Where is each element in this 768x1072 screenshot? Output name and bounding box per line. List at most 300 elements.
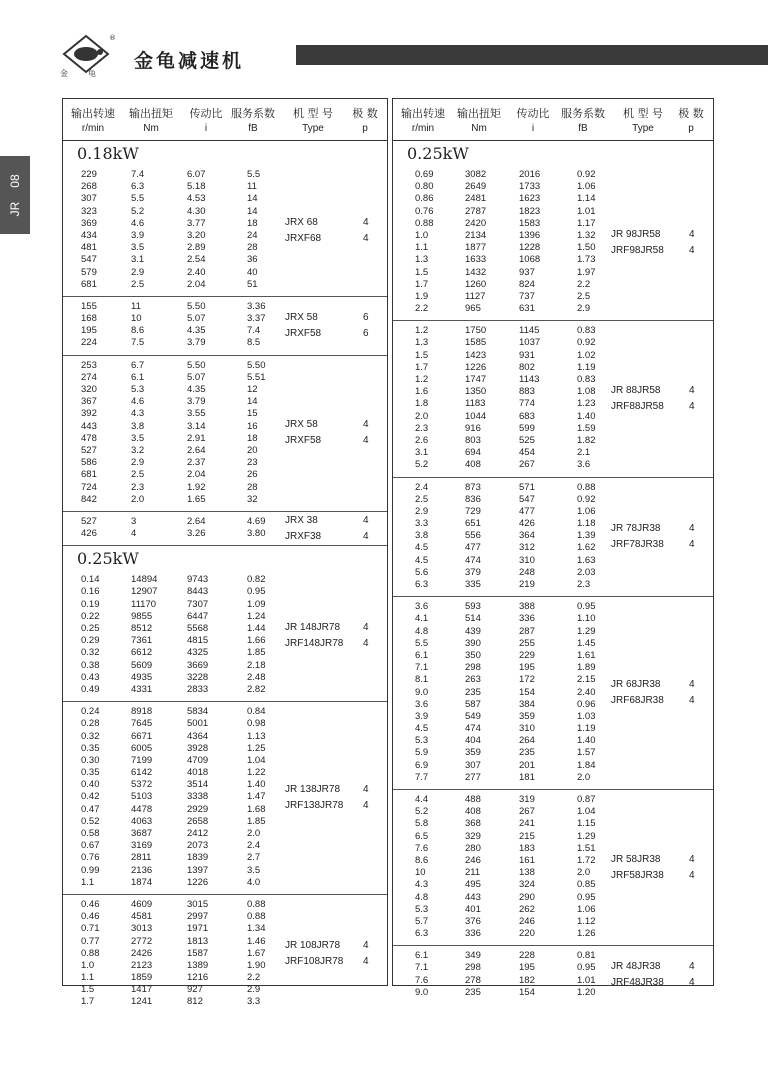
torque-cell: 390 (465, 637, 481, 649)
column-header-en: p (362, 123, 368, 134)
ratio-cell: 319 (519, 794, 535, 805)
ratio-cell: 4.30 (187, 205, 206, 217)
power-section-title: 0.18kW (77, 144, 139, 163)
ratio-cell: 5.07 (187, 371, 206, 383)
speed-cell: 195 (81, 325, 97, 337)
pole-label: 4 (689, 400, 695, 412)
service-factor-cell: 1.44 (247, 623, 266, 634)
ratio-cell: 195 (519, 962, 535, 974)
service-factor-cell: 0.92 (577, 493, 596, 505)
speed-cell: 2.0 (415, 410, 429, 422)
service-factor-cell: 2.9 (247, 984, 261, 996)
table-row (393, 398, 713, 410)
ratio-cell: 5834 (187, 706, 209, 718)
torque-cell: 408 (465, 806, 481, 818)
table-row (63, 494, 387, 506)
speed-cell: 1.7 (415, 361, 429, 373)
table-row (393, 411, 713, 423)
ratio-cell: 5.50 (187, 359, 206, 371)
table-row (63, 852, 387, 864)
model-type-label: JRF48JR38 (611, 977, 664, 989)
ratio-cell: 5568 (187, 623, 209, 634)
service-factor-cell: 1.08 (577, 386, 596, 398)
table-row (63, 457, 387, 469)
service-factor-cell: 1.01 (577, 205, 596, 217)
table-row (393, 601, 713, 613)
table-row (393, 423, 713, 435)
table-row (63, 218, 387, 230)
torque-cell: 2.5 (131, 278, 145, 290)
speed-cell: 0.80 (415, 181, 434, 193)
speed-cell: 6.5 (415, 830, 429, 842)
svg-text:龟: 龟 (88, 69, 96, 78)
model-type-label: JR 108JR78 (285, 940, 341, 952)
table-row (393, 962, 713, 974)
ratio-cell: 388 (519, 601, 535, 613)
torque-cell: 6.7 (131, 359, 145, 371)
service-factor-cell: 1.23 (577, 398, 596, 410)
speed-cell: 4.4 (415, 794, 429, 805)
pole-label: 4 (363, 514, 369, 526)
ratio-cell: 1216 (187, 972, 209, 984)
speed-cell: 7.6 (415, 974, 429, 986)
torque-cell: 3013 (131, 923, 153, 935)
ratio-cell: 5001 (187, 718, 209, 730)
table-row (63, 972, 387, 984)
torque-cell: 2649 (465, 181, 487, 193)
speed-cell: 724 (81, 481, 97, 493)
table-row (63, 279, 387, 291)
pole-count (689, 521, 695, 553)
speed-cell: 7.7 (415, 771, 429, 783)
table-row (393, 711, 713, 723)
speed-cell: 5.2 (415, 459, 429, 471)
torque-cell: 350 (465, 649, 481, 661)
column-header-zh: 输出扭矩 (457, 107, 501, 120)
ratio-cell: 220 (519, 928, 535, 940)
model-type-label: JRXF38 (285, 530, 322, 542)
service-factor-cell: 1.63 (577, 554, 596, 566)
service-factor-cell: 3.5 (247, 864, 261, 876)
torque-cell: 488 (465, 794, 481, 805)
service-factor-cell: 2.40 (577, 686, 596, 698)
speed-cell: 2.6 (415, 434, 429, 446)
speed-cell: 253 (81, 359, 97, 371)
service-factor-cell: 0.87 (577, 794, 596, 805)
ratio-cell: 262 (519, 903, 535, 915)
column-headers (393, 99, 713, 141)
speed-cell: 2.2 (415, 303, 429, 315)
torque-cell: 1859 (131, 972, 153, 984)
torque-cell: 5.3 (131, 384, 145, 395)
table-row (63, 408, 387, 420)
model-group (393, 597, 713, 790)
model-group (393, 321, 713, 477)
service-factor-cell: 1.06 (577, 181, 596, 193)
speed-cell: 426 (81, 528, 97, 540)
table-row (63, 372, 387, 384)
model-type (611, 521, 664, 553)
speed-cell: 0.24 (81, 706, 100, 718)
service-factor-cell: 1.26 (577, 928, 596, 940)
table-row (63, 586, 387, 598)
service-factor-cell: 1.29 (577, 830, 596, 842)
column-header-zh: 输出转速 (71, 107, 115, 120)
speed-cell: 367 (81, 396, 97, 408)
torque-cell: 376 (465, 915, 481, 927)
pole-label: 4 (363, 419, 369, 431)
model-type (611, 677, 664, 709)
ratio-cell: 264 (519, 735, 535, 747)
column-header-zh: 极 数 (352, 107, 378, 120)
service-factor-cell: 1.04 (247, 754, 266, 766)
speed-cell: 392 (81, 408, 97, 420)
speed-cell: 0.25 (81, 623, 100, 634)
column-header-zh: 传动比 (516, 107, 550, 120)
ratio-cell: 3514 (187, 779, 209, 791)
ratio-cell: 3.26 (187, 528, 206, 540)
torque-cell: 474 (465, 554, 481, 566)
model-type-label: JR 148JR78 (285, 621, 341, 633)
torque-cell: 278 (465, 974, 481, 986)
speed-cell: 681 (81, 469, 97, 481)
service-factor-cell: 2.5 (577, 290, 591, 302)
service-factor-cell: 40 (247, 266, 258, 278)
table-row (63, 206, 387, 218)
table-row (393, 303, 713, 315)
service-factor-cell: 1.01 (577, 974, 596, 986)
service-factor-cell: 0.82 (247, 574, 266, 586)
model-type-label: JRF138JR78 (285, 800, 344, 812)
model-type (285, 782, 343, 814)
table-row (63, 718, 387, 730)
ratio-cell: 1971 (187, 923, 209, 935)
torque-cell: 2787 (465, 205, 487, 217)
speed-cell: 7.1 (415, 962, 429, 974)
ratio-cell: 2929 (187, 803, 209, 815)
table-row (393, 662, 713, 674)
model-type (285, 938, 343, 970)
speed-cell: 1.2 (415, 374, 429, 385)
table-row (63, 254, 387, 266)
ratio-cell: 2.37 (187, 457, 206, 469)
torque-cell: 298 (465, 662, 481, 674)
service-factor-cell: 1.18 (577, 518, 596, 530)
model-type (611, 852, 664, 884)
pole-label: 4 (363, 216, 369, 228)
table-row (393, 567, 713, 579)
column-header-en: i (204, 123, 208, 134)
speed-cell: 478 (81, 432, 97, 444)
table-row (393, 218, 713, 230)
speed-cell: 0.35 (81, 767, 100, 779)
speed-cell: 0.49 (81, 683, 100, 695)
torque-cell: 587 (465, 698, 481, 710)
ratio-cell: 525 (519, 434, 535, 446)
ratio-cell: 1228 (519, 242, 541, 254)
model-type-label: JRXF68 (285, 232, 322, 244)
torque-cell: 4609 (131, 898, 153, 910)
service-factor-cell: 1.13 (247, 730, 266, 742)
torque-cell: 6671 (131, 730, 153, 742)
table-row (393, 193, 713, 205)
speed-cell: 0.71 (81, 923, 100, 935)
table-row (393, 279, 713, 291)
service-factor-cell: 1.67 (247, 947, 266, 959)
ratio-cell: 883 (519, 386, 535, 398)
torque-cell: 1423 (465, 349, 487, 361)
table-row (393, 831, 713, 843)
torque-cell: 12907 (131, 586, 158, 598)
ratio-cell: 4.35 (187, 325, 206, 337)
table-row (393, 650, 713, 662)
table-row (63, 181, 387, 193)
table-row (63, 421, 387, 433)
ratio-cell: 359 (519, 710, 535, 722)
service-factor-cell: 1.97 (577, 266, 596, 278)
torque-cell: 439 (465, 625, 481, 637)
ratio-cell: 1389 (187, 959, 209, 971)
model-group (63, 895, 387, 1014)
speed-cell: 1.7 (415, 278, 429, 290)
table-row (393, 169, 713, 181)
ratio-cell: 2.91 (187, 432, 206, 444)
speed-cell: 369 (81, 217, 97, 229)
table-row (63, 445, 387, 457)
service-factor-cell: 1.19 (577, 723, 596, 735)
torque-cell: 280 (465, 842, 481, 854)
torque-cell: 2420 (465, 217, 487, 229)
service-factor-cell: 2.2 (577, 278, 591, 290)
torque-cell: 5.2 (131, 205, 145, 217)
table-row (393, 482, 713, 494)
ratio-cell: 3228 (187, 671, 209, 683)
table-row (393, 579, 713, 591)
speed-cell: 0.43 (81, 671, 100, 683)
torque-cell: 2136 (131, 864, 153, 876)
torque-cell: 401 (465, 903, 481, 915)
service-factor-cell: 1.40 (577, 410, 596, 422)
torque-cell: 5103 (131, 791, 153, 803)
service-factor-cell: 1.59 (577, 422, 596, 434)
service-factor-cell: 0.98 (247, 718, 266, 730)
pole-count (363, 620, 369, 652)
ratio-cell: 310 (519, 723, 535, 735)
pole-label: 4 (363, 621, 369, 633)
torque-cell: 1750 (465, 325, 487, 337)
table-row (63, 193, 387, 205)
service-factor-cell: 3.36 (247, 300, 266, 312)
speed-cell: 4.8 (415, 891, 429, 903)
ratio-cell: 802 (519, 361, 535, 373)
service-factor-cell: 3.3 (247, 996, 261, 1008)
ratio-cell: 4018 (187, 767, 209, 779)
service-factor-cell: 5.51 (247, 371, 266, 383)
ratio-cell: 1068 (519, 254, 541, 266)
model-group (393, 165, 713, 321)
ratio-cell: 154 (519, 686, 535, 698)
speed-cell: 1.1 (81, 972, 95, 984)
torque-cell: 3082 (465, 169, 487, 180)
service-factor-cell: 0.95 (577, 891, 596, 903)
service-factor-cell: 0.95 (247, 586, 266, 598)
table-row (63, 816, 387, 828)
ratio-cell: 267 (519, 806, 535, 818)
torque-cell: 2123 (131, 959, 153, 971)
table-row (393, 735, 713, 747)
speed-cell: 1.9 (415, 290, 429, 302)
table-row (393, 530, 713, 542)
torque-cell: 4.6 (131, 396, 145, 408)
table-row (63, 684, 387, 696)
speed-cell: 3.6 (415, 601, 429, 613)
speed-cell: 5.2 (415, 806, 429, 818)
ratio-cell: 2.89 (187, 242, 206, 254)
torque-cell: 1044 (465, 410, 487, 422)
torque-cell: 2.5 (131, 469, 145, 481)
ratio-cell: 1583 (519, 217, 541, 229)
ratio-cell: 287 (519, 625, 535, 637)
speed-cell: 434 (81, 229, 97, 241)
torque-cell: 1241 (131, 996, 153, 1008)
pole-count (363, 938, 369, 970)
column-header-en: Nm (471, 123, 487, 134)
service-factor-cell: 51 (247, 278, 258, 290)
speed-cell: 0.76 (81, 852, 100, 864)
speed-cell: 443 (81, 420, 97, 432)
speed-cell: 0.88 (415, 217, 434, 229)
torque-cell: 965 (465, 303, 481, 315)
table-row (63, 516, 387, 528)
ratio-cell: 3.55 (187, 408, 206, 420)
torque-cell: 477 (465, 542, 481, 554)
speed-cell: 6.9 (415, 759, 429, 771)
torque-cell: 1874 (131, 876, 153, 888)
ratio-cell: 195 (519, 662, 535, 674)
speed-cell: 0.35 (81, 742, 100, 754)
torque-cell: 3.9 (131, 229, 145, 241)
speed-cell: 7.1 (415, 662, 429, 674)
torque-cell: 329 (465, 830, 481, 842)
service-factor-cell: 0.81 (577, 950, 596, 962)
service-factor-cell: 0.84 (247, 706, 266, 718)
speed-cell: 4.1 (415, 613, 429, 625)
ratio-cell: 2.64 (187, 444, 206, 456)
table-row (393, 699, 713, 711)
header-bar (296, 45, 768, 65)
ratio-cell: 241 (519, 818, 535, 830)
torque-cell: 3.1 (131, 254, 145, 266)
service-factor-cell: 2.03 (577, 566, 596, 578)
table-row (63, 828, 387, 840)
pole-label: 4 (363, 637, 369, 649)
torque-cell: 3.5 (131, 432, 145, 444)
service-factor-cell: 2.15 (577, 674, 596, 686)
service-factor-cell: 2.0 (247, 828, 261, 839)
table-row (393, 494, 713, 506)
torque-cell: 2772 (131, 935, 153, 947)
ratio-cell: 737 (519, 290, 535, 302)
ratio-cell: 3338 (187, 791, 209, 803)
table-row (63, 899, 387, 911)
pole-label: 4 (363, 940, 369, 952)
ratio-cell: 3015 (187, 898, 209, 910)
speed-cell: 0.29 (81, 635, 100, 647)
pole-count (363, 782, 369, 814)
service-factor-cell: 1.22 (247, 767, 266, 779)
model-type (285, 620, 343, 652)
speed-cell: 1.1 (81, 876, 95, 888)
torque-cell: 235 (465, 986, 481, 998)
service-factor-cell: 2.1 (577, 447, 591, 459)
torque-cell: 3.5 (131, 242, 145, 254)
pole-count (363, 417, 369, 449)
speed-cell: 1.3 (415, 337, 429, 349)
service-factor-cell: 18 (247, 217, 258, 229)
torque-cell: 7645 (131, 718, 153, 730)
ratio-cell: 7307 (187, 598, 209, 610)
right-panel (392, 98, 714, 998)
service-factor-cell: 0.95 (577, 962, 596, 974)
table-row (393, 206, 713, 218)
table-row (393, 242, 713, 254)
service-factor-cell: 0.88 (247, 898, 266, 910)
service-factor-cell: 1.66 (247, 635, 266, 647)
column-header-zh: 极 数 (678, 107, 704, 120)
torque-cell: 11 (131, 300, 141, 312)
torque-cell: 1877 (465, 242, 487, 254)
service-factor-cell: 28 (247, 481, 258, 493)
service-factor-cell: 1.06 (577, 903, 596, 915)
pole-label: 4 (689, 695, 695, 707)
ratio-cell: 255 (519, 637, 535, 649)
pole-label: 4 (689, 679, 695, 691)
torque-cell: 836 (465, 493, 481, 505)
model-group (393, 946, 713, 1004)
speed-cell: 5.7 (415, 915, 429, 927)
table-row (393, 291, 713, 303)
table-row (393, 723, 713, 735)
speed-cell: 1.6 (415, 386, 429, 398)
torque-cell: 11170 (131, 598, 157, 610)
model-type-label: JRF68JR38 (611, 695, 664, 707)
ratio-cell: 1397 (187, 864, 209, 876)
ratio-cell: 571 (519, 481, 535, 493)
service-factor-cell: 1.32 (577, 229, 596, 241)
speed-cell: 0.46 (81, 911, 100, 923)
torque-cell: 3 (131, 515, 137, 527)
service-factor-cell: 2.0 (577, 771, 591, 783)
ratio-cell: 1.92 (187, 481, 206, 493)
speed-cell: 1.7 (81, 996, 95, 1008)
pole-count (363, 310, 369, 342)
table-row (393, 459, 713, 471)
torque-cell: 873 (465, 481, 481, 493)
ratio-cell: 267 (519, 459, 535, 471)
service-factor-cell: 2.18 (247, 659, 266, 671)
ratio-cell: 3928 (187, 742, 209, 754)
service-factor-cell: 1.15 (577, 818, 596, 830)
speed-cell: 0.86 (415, 193, 434, 205)
pole-label: 4 (689, 538, 695, 550)
torque-cell: 2.3 (131, 481, 145, 493)
speed-cell: 9.0 (415, 986, 429, 998)
torque-cell: 1585 (465, 337, 487, 349)
service-factor-cell: 7.4 (247, 325, 261, 337)
torque-cell: 277 (465, 771, 481, 783)
torque-cell: 1747 (465, 374, 487, 385)
table-row (393, 362, 713, 374)
